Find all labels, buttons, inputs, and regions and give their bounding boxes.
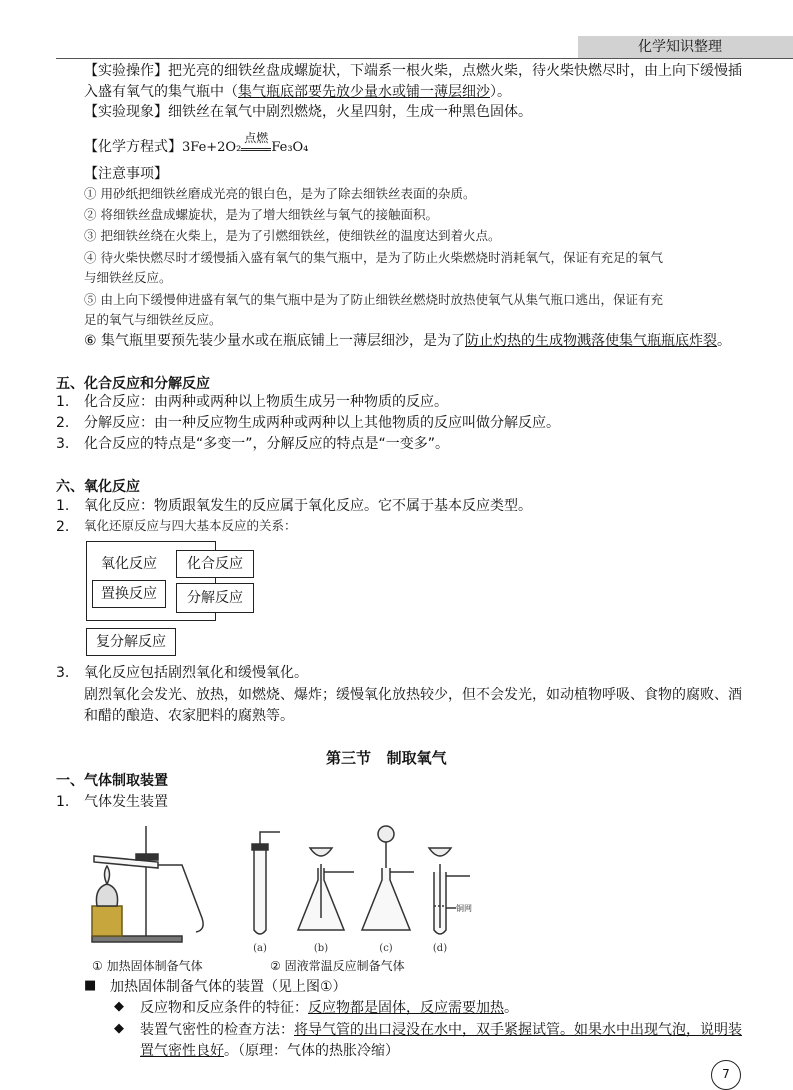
s6-num-2: 2.	[56, 519, 70, 535]
s5-item-3: 化合反应的特点是“多变一”，分解反应的特点是“一变多”。	[84, 436, 450, 452]
sub1-item: 气体发生装置	[84, 794, 168, 810]
equation-left: 3Fe+2O₂	[182, 140, 242, 155]
combination-label: 化合反应	[187, 556, 243, 572]
funnel-d	[429, 848, 451, 856]
separating-funnel-c	[378, 826, 394, 842]
apparatus-a	[252, 832, 280, 934]
phenomenon-line	[84, 101, 532, 123]
s6-item-1: 氧化反应：物质跟氧发生的反应属于氧化反应。它不属于基本反应类型。	[84, 498, 532, 514]
flask-c	[362, 868, 410, 930]
oxidation-label: 氧化反应	[101, 556, 157, 572]
equation-condition: 点燃	[244, 131, 269, 145]
note-4-line-1: ④ 待火柴快燃尽时才缓慢插入盛有氧气的集气瓶中，是为了防止火柴燃烧时消耗氧气，保证有充足的氧气	[84, 250, 663, 265]
delivery-tube	[158, 865, 203, 932]
stand-base	[92, 936, 182, 942]
chapter-section-title: 第三节 制取氧气	[326, 749, 447, 767]
notes-tag: 【注意事项】	[84, 166, 168, 182]
s5-num-3: 3.	[56, 436, 70, 452]
double-decomposition-box	[86, 628, 176, 656]
displacement-box	[92, 580, 166, 608]
note-5-line-1: ⑤ 由上向下缓慢伸进盛有氧气的集气瓶中是为了防止细铁丝燃烧时放热使氧气从集气瓶口逃出，保证有充	[84, 292, 663, 307]
sub-bullet-2-line-2	[140, 1040, 399, 1062]
bullet-main: 加热固体制备气体的装置（见上图①）	[110, 979, 347, 995]
section-5-title: 五、化合反应和分解反应	[56, 376, 210, 392]
header-title: 化学知识整理	[638, 39, 722, 55]
note-5-line-2: 足的氧气与细铁丝反应。	[84, 312, 222, 327]
apparatus-c	[362, 826, 414, 930]
s5-item-1: 化合反应：由两种或两种以上物质生成另一种物质的反应。	[84, 394, 448, 410]
copper-mesh-label: 铜网	[456, 904, 472, 913]
gas-generation-apparatus-figure	[84, 818, 474, 958]
diamond-bullet-icon: ◆	[114, 1021, 124, 1036]
section-6-title: 六、氧化反应	[56, 479, 140, 495]
funnel-b	[310, 848, 332, 856]
s5-item-2: 分解反应：由一种反应物生成两种或两种以上其他物质的反应叫做分解反应。	[84, 415, 560, 431]
note-4-line-2: 与细铁丝反应。	[84, 270, 172, 285]
label-c: (c)	[379, 943, 393, 954]
combination-box	[176, 550, 254, 578]
square-bullet-icon: ■	[84, 978, 97, 993]
decomposition-box	[176, 583, 254, 613]
apparatus-b	[298, 848, 354, 930]
sub-bullet-2-label: 装置气密性的检查方法：	[140, 1022, 294, 1038]
operation-text-post: ）。	[490, 84, 511, 100]
s5-num-2: 2.	[56, 415, 70, 431]
phenomenon-tag: 【实验现象】	[84, 104, 168, 120]
note-2: ② 将细铁丝盘成螺旋状，是为了增大细铁丝与氧气的接触面积。	[84, 207, 438, 222]
block-icon	[92, 906, 122, 936]
equation-arrow	[241, 131, 271, 151]
tube-a	[260, 832, 280, 844]
phenomenon-text: 细铁丝在氧气中剧烈燃烧，火星四射，生成一种黑色固体。	[168, 104, 532, 120]
flame-icon	[105, 866, 110, 884]
sub-bullet-2-end: 。（原理：气体的热胀冷缩）	[224, 1043, 399, 1059]
double-decomposition-label: 复分解反应	[96, 634, 166, 650]
equation-right: Fe₃O₄	[271, 140, 309, 155]
equation-line	[84, 131, 309, 159]
diamond-bullet-icon: ◆	[114, 999, 124, 1014]
decomposition-label: 分解反应	[187, 590, 243, 606]
note-6-post: 。	[717, 333, 731, 349]
label-a: (a)	[253, 943, 267, 954]
s6-num-3: 3.	[56, 665, 70, 681]
operation-line-2	[84, 81, 511, 103]
figure-caption-2: ② 固液常温反应制备气体	[270, 959, 405, 973]
s6-num-1: 1.	[56, 498, 70, 514]
s6-item-3-line-3: 和醋的酿造、农家肥料的腐熟等。	[84, 708, 294, 724]
header-tab	[578, 36, 793, 58]
operation-text: 把光亮的细铁丝盘成螺旋状，下端系一根火柴，点燃火柴，待火柴快燃尽时，由上向下缓慢插	[168, 63, 742, 79]
operation-tag: 【实验操作】	[84, 63, 168, 79]
note-3: ③ 把细铁丝绕在火柴上，是为了引燃细铁丝，使细铁丝的温度达到着火点。	[84, 228, 501, 243]
subsection-1-title: 一、气体制取装置	[56, 773, 168, 789]
note-1: ① 用砂纸把细铁丝磨成光亮的银白色，是为了除去细铁丝表面的杂质。	[84, 186, 476, 201]
test-tube-a	[254, 848, 266, 934]
apparatus-d	[429, 848, 470, 934]
s6-item-3-line-2: 剧烈氧化会发光、放热，如燃烧、爆炸；缓慢氧化放热较少，但不会发光，如动植物呼吸、食物的腐败、酒	[84, 687, 742, 703]
sub1-num: 1.	[56, 794, 70, 810]
note-6-underlined: 防止灼热的生成物溅落使集气瓶瓶底炸裂	[465, 333, 717, 349]
page-number: 7	[711, 1060, 741, 1090]
sub-bullet-2-underlined-1: 将导气管的出口浸没在水中，双手紧握试管。如果水中出现气泡，说明装	[294, 1022, 742, 1038]
heating-apparatus	[92, 826, 203, 942]
sub-bullet-2-underlined-2: 置气密性良好	[140, 1043, 224, 1059]
displacement-label: 置换反应	[101, 586, 157, 602]
note-6-pre: ⑥ 集气瓶里要预先装少量水或在瓶底铺上一薄层细沙，是为了	[84, 333, 465, 349]
s5-num-1: 1.	[56, 394, 70, 410]
sub-bullet-2-line-1	[140, 1019, 742, 1041]
figure-caption-1: ① 加热固体制备气体	[92, 959, 203, 973]
clamp-icon	[136, 854, 158, 860]
s6-item-3-line-1: 氧化反应包括剧烈氧化和缓慢氧化。	[84, 665, 308, 681]
sub-bullet-1-underlined: 反应物都是固体，反应需要加热	[308, 1000, 504, 1016]
alcohol-lamp-icon	[96, 884, 117, 906]
sub-bullet-1-end: 。	[504, 1000, 518, 1016]
note-6	[84, 330, 731, 352]
label-d: (d)	[432, 943, 448, 954]
label-b: (b)	[313, 943, 329, 954]
equation-tag: 【化学方程式】	[84, 139, 182, 155]
s6-item-2: 氧化还原反应与四大基本反应的关系：	[84, 518, 297, 533]
operation-line-1	[84, 60, 742, 82]
sub-bullet-1-label: 反应物和反应条件的特征：	[140, 1000, 308, 1016]
header-rule	[56, 58, 793, 59]
sub-bullet-1	[140, 997, 518, 1019]
operation-text-pre: 入盛有氧气的集气瓶中（	[84, 84, 238, 100]
operation-text-underlined: 集气瓶底部要先放少量水或铺一薄层细沙	[238, 84, 490, 100]
